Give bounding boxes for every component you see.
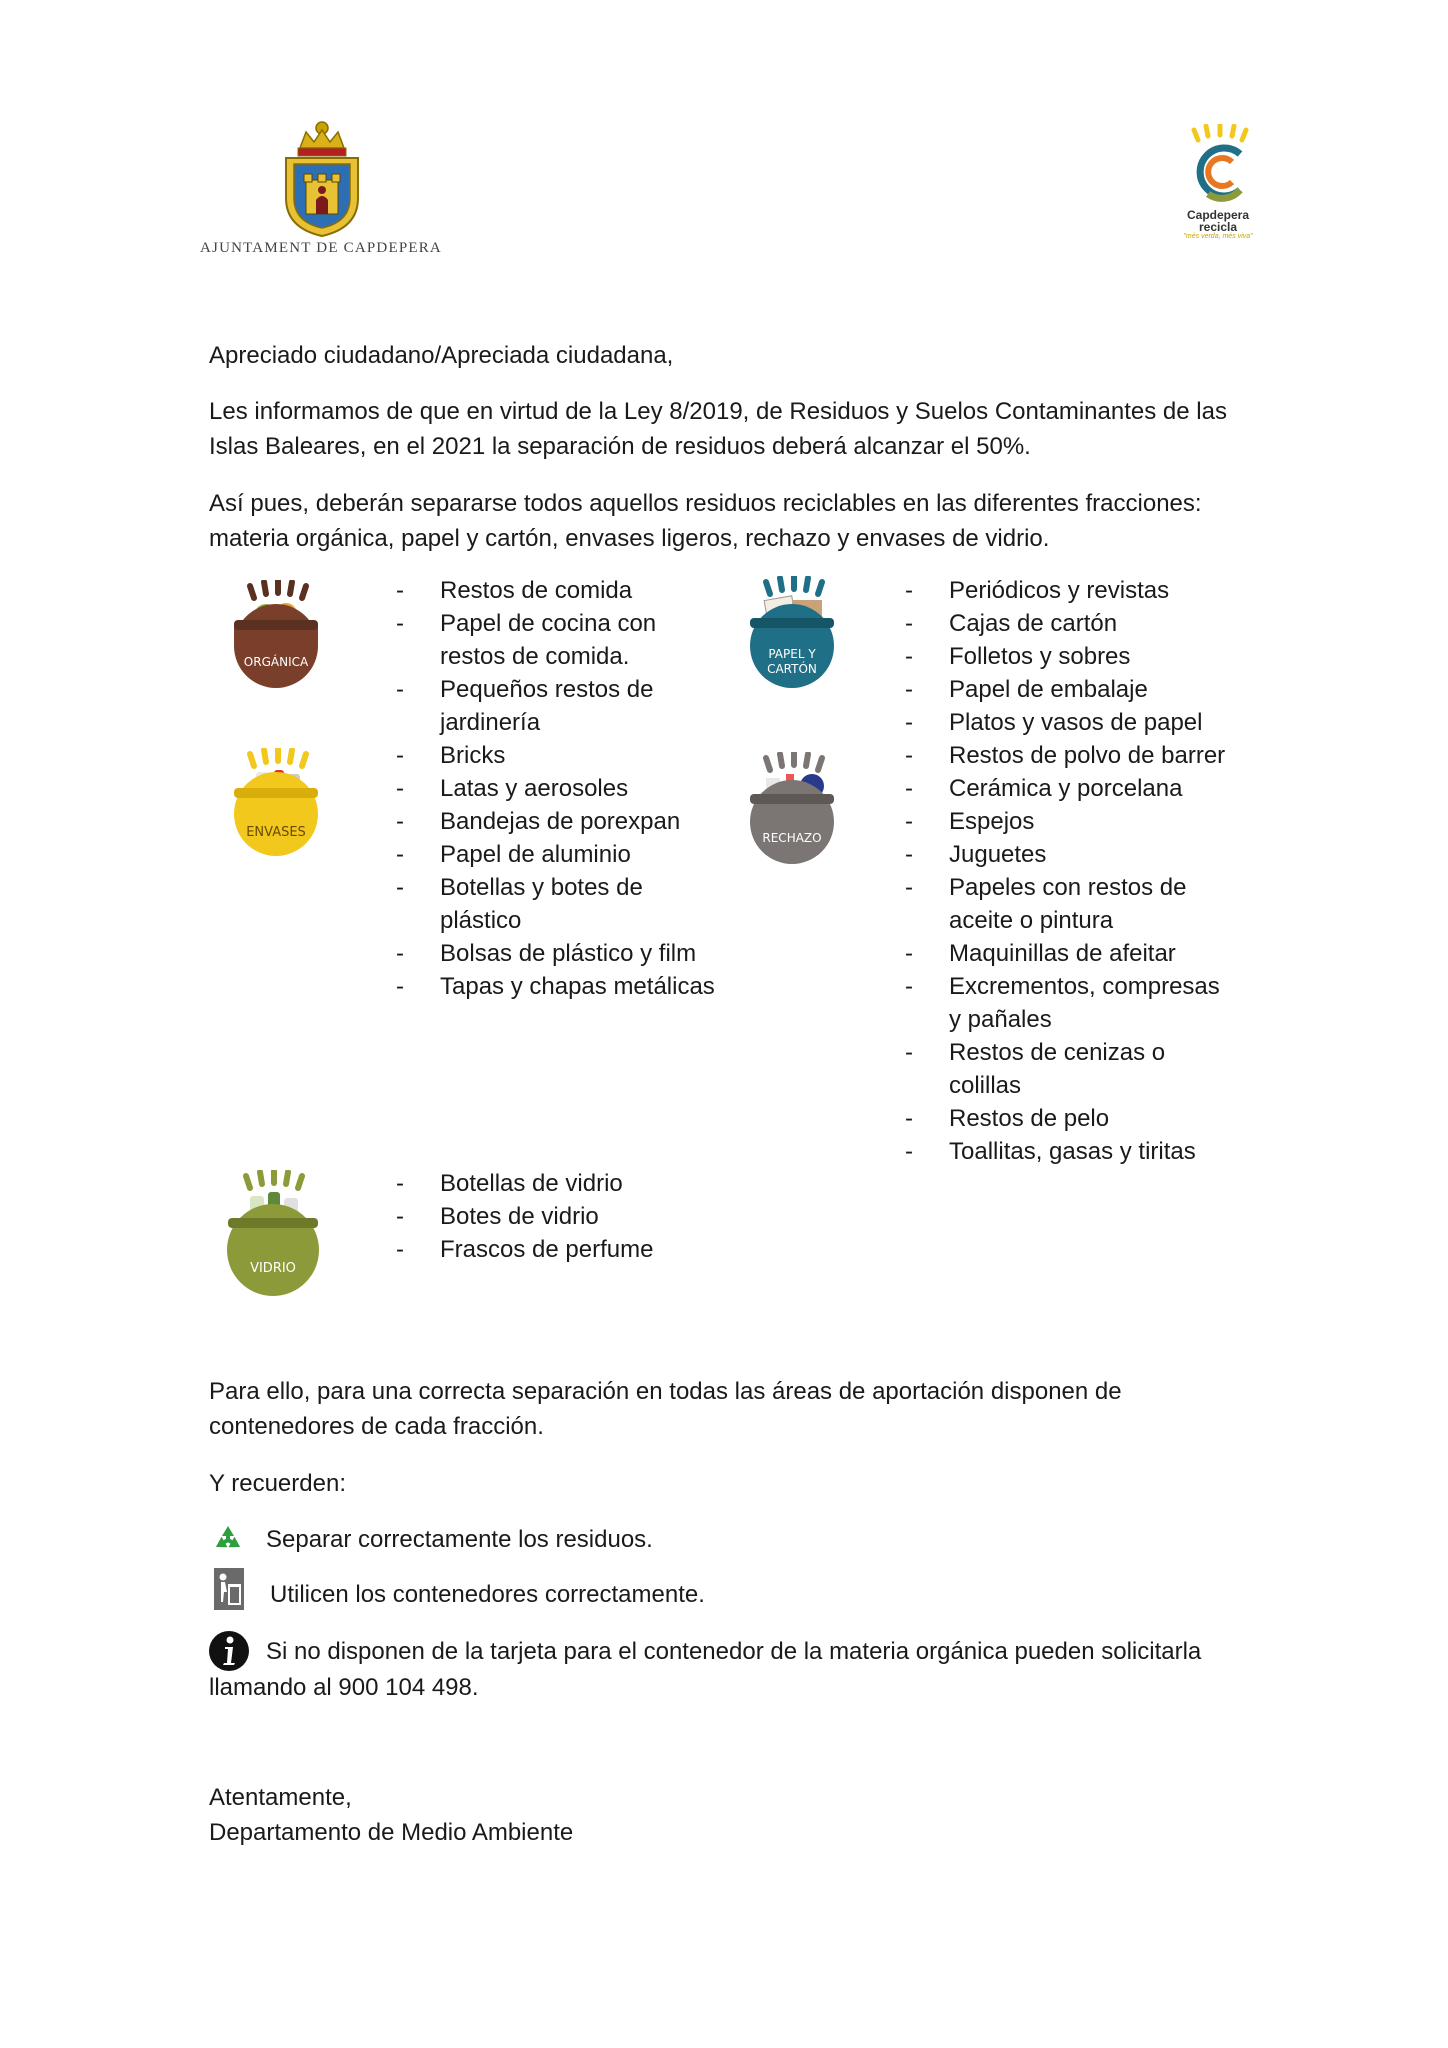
list-item: - Tapas y chapas metálicas [396,970,716,1003]
crest-icon [200,118,440,238]
list-item: - Botellas y botes de plástico [396,871,716,937]
papel-label-line1: PAPEL Y [768,647,816,661]
list-item: - Restos de polvo de barrer [905,739,1235,772]
envases-bin-icon [226,748,326,873]
list-item: - Excrementos, compresas y pañales [905,970,1235,1036]
recycle-logo-icon [1168,124,1268,204]
municipal-crest [200,118,440,258]
intro-paragraph: Les informamos de que en virtud de la Ley 8/2019, de Residuos y Suelos Contaminantes de las Islas Baleares, en el 2021 la separación de residuos deberá alcanzar el 50%. [209,398,1227,460]
trash-bin-icon [214,1568,244,1615]
list-item: - Maquinillas de afeitar [905,937,1235,970]
list-item: - Papel de aluminio [396,838,716,871]
rechazo-label: RECHAZO [762,831,822,845]
vidrio-label: VIDRIO [250,1261,296,1276]
list-item: - Restos de cenizas o colillas [905,1036,1235,1102]
list-item: - Bandejas de porexpan [396,805,716,838]
list-item: - Juguetes [905,838,1235,871]
containers-paragraph: Para ello, para una correcta separación en todas las áreas de aportación disponen de contenedores de cada fracción. [209,1378,1122,1440]
capdepera-recicla-logo [1168,124,1268,244]
separation-paragraph: Así pues, deberán separarse todos aquellos residuos reciclables en las diferentes fracciones: materia orgánica, papel y cartón, envases ligeros, rechazo y envases de vidrio. [209,490,1202,552]
list-item: - Cerámica y porcelana [905,772,1235,805]
list-item: - Restos de pelo [905,1102,1235,1135]
organica-label: ORGÁNICA [243,655,309,669]
list-item: - Restos de comida [396,574,716,607]
list-item: - Botellas de vidrio [396,1167,716,1200]
logo-brand-line2: recicla [1198,220,1238,234]
list-item: - Folletos y sobres [905,640,1235,673]
list-item: - Bricks [396,739,716,772]
papel-label-line2: CARTÓN [767,662,817,676]
list-item: - Frascos de perfume [396,1233,716,1266]
greeting: Apreciado ciudadano/Apreciada ciudadana, [209,342,674,369]
closing: Atentamente, [209,1784,352,1811]
reminder-card-line1: Si no disponen de la tarjeta para el contenedor de la materia orgánica pueden solicitarla [266,1638,1202,1665]
list-item: - Periódicos y revistas [905,574,1235,607]
remember-heading: Y recuerden: [209,1470,346,1497]
list-item: - Toallitas, gasas y tiritas [905,1135,1235,1168]
papel-bin-icon [742,576,842,705]
organica-bin-icon [226,580,326,705]
rechazo-bin-icon [742,752,842,881]
recycle-icon [212,1524,244,1561]
signature: Departamento de Medio Ambiente [209,1819,574,1846]
envases-label: ENVASES [246,825,306,840]
logo-tagline: "més verda, més viva" [1183,233,1253,240]
list-item: - Bolsas de plástico y film [396,937,716,970]
list-item: - Platos y vasos de papel [905,706,1235,739]
organica-envases-list [396,574,716,1003]
list-item: - Botes de vidrio [396,1200,716,1233]
vidrio-list [396,1167,716,1266]
list-item: - Pequeños restos de jardinería [396,673,716,739]
list-item: - Papeles con restos de aceite o pintura [905,871,1235,937]
list-item: - Papel de embalaje [905,673,1235,706]
vidrio-bin-icon [220,1170,326,1311]
reminder-separate: Separar correctamente los residuos. [266,1526,653,1553]
list-item: - Cajas de cartón [905,607,1235,640]
crest-caption: AJUNTAMENT DE CAPDEPERA [200,240,442,256]
logo-brand-line1: Capdepera [1186,208,1250,222]
list-item: - Espejos [905,805,1235,838]
papel-rechazo-list [905,574,1235,1168]
list-item: - Papel de cocina con restos de comida. [396,607,716,673]
list-item: - Latas y aerosoles [396,772,716,805]
reminder-card-line2: llamando al 900 104 498. [209,1674,479,1701]
reminder-use-containers: Utilicen los contenedores correctamente. [270,1581,705,1608]
